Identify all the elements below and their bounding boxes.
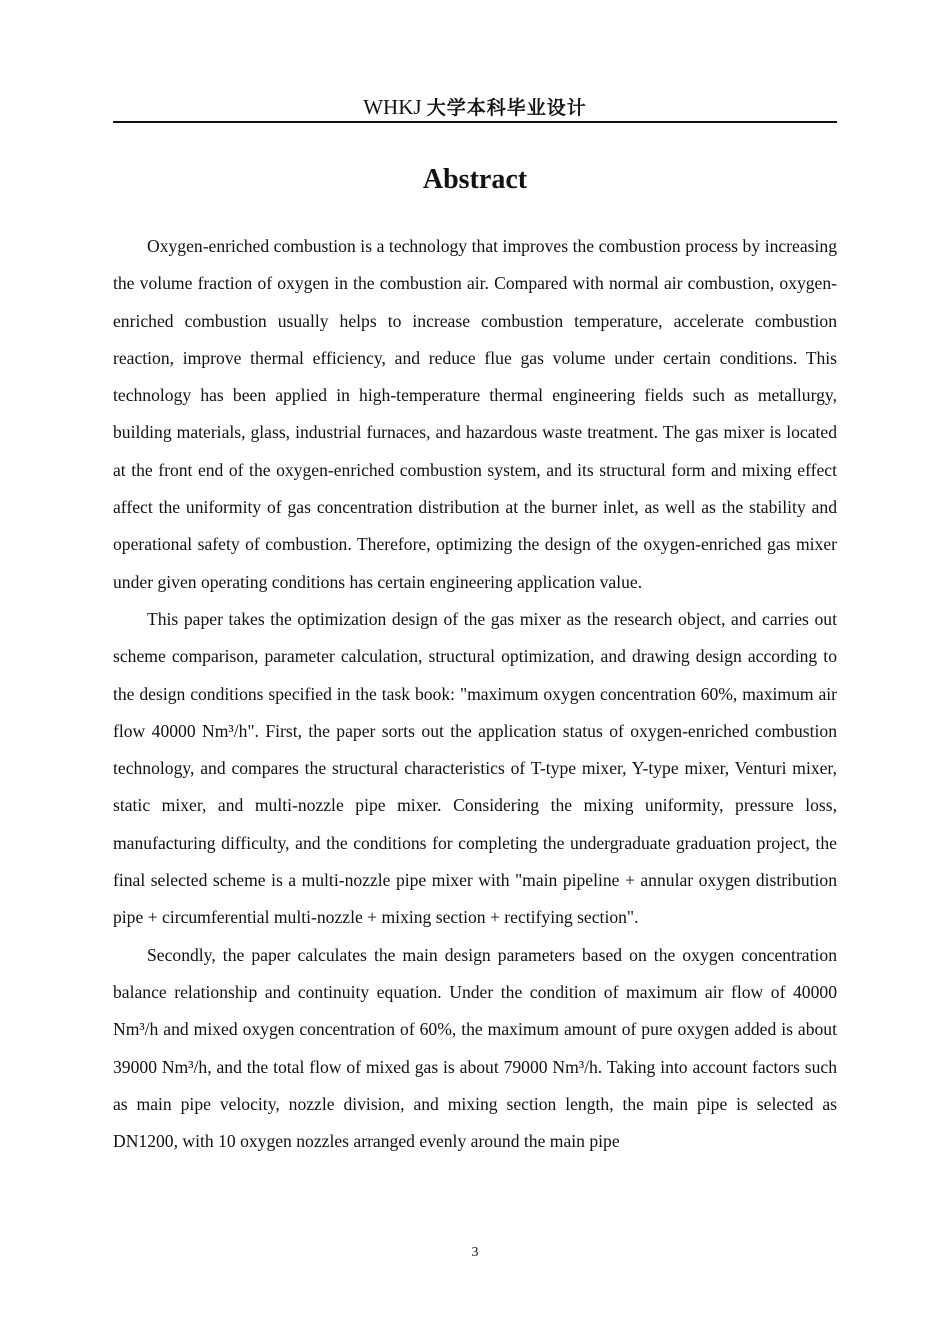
header-chinese: 大学本科毕业设计 [426,97,587,119]
header-rule [113,121,837,123]
paragraph-2: This paper takes the optimization design of the gas mixer as the research object, and carries out scheme comparison, parameter calculation, structural optimization, and drawing design according to the design conditions specified in the task book: "maximum oxygen concentration 60%, maximum air flow 40000 Nm³/h". First, the paper sorts out the application status of oxygen-enriched combustion technology, and compares the structural characteristics of T-type mixer, Y-type mixer, Venturi mixer, static mixer, and multi-nozzle pipe mixer. Considering the mixing uniformity, pressure loss, manufacturing difficulty, and the conditions for completing the undergraduate graduation project, the final selected scheme is a multi-nozzle pipe mixer with "main pipeline + annular oxygen distribution pipe + circumferential multi-nozzle + mixing section + rectifying section". [113,608,837,928]
paragraph-1: Oxygen-enriched combustion is a technology that improves the combustion process by increasing the volume fraction of oxygen in the combustion air. Compared with normal air combustion, oxygen-enriched combustion usually helps to increase combustion temperature, accelerate combustion reaction, improve thermal efficiency, and reduce flue gas volume under certain conditions. This technology has been applied in high-temperature thermal engineering fields such as metallurgy, building materials, glass, industrial furnaces, and hazardous waste treatment. The gas mixer is located at the front end of the oxygen-enriched combustion system, and its structural form and mixing effect affect the uniformity of gas concentration distribution at the burner inlet, as well as the stability and operational safety of combustion. Therefore, optimizing the design of the oxygen-enriched gas mixer under given operating conditions has certain engineering application value. [113,236,837,592]
paragraph-3: Secondly, the paper calculates the main design parameters based on the oxygen concentration balance relationship and continuity equation. Under the condition of maximum air flow of 40000 Nm³/h and mixed oxygen concentration of 60%, the maximum amount of pure oxygen added is about 39000 Nm³/h, and the total flow of mixed gas is about 79000 Nm³/h. Taking into account factors such as main pipe velocity, nozzle division, and mixing section length, the main pipe is selected as DN1200, with 10 oxygen nozzles arranged evenly around the main pipe [113,944,837,1152]
abstract-body [113,228,837,1160]
running-header [113,93,837,121]
header-latin: WHKJ [363,95,422,119]
abstract-title: Abstract [422,164,528,195]
page-number: 3 [471,1245,479,1260]
